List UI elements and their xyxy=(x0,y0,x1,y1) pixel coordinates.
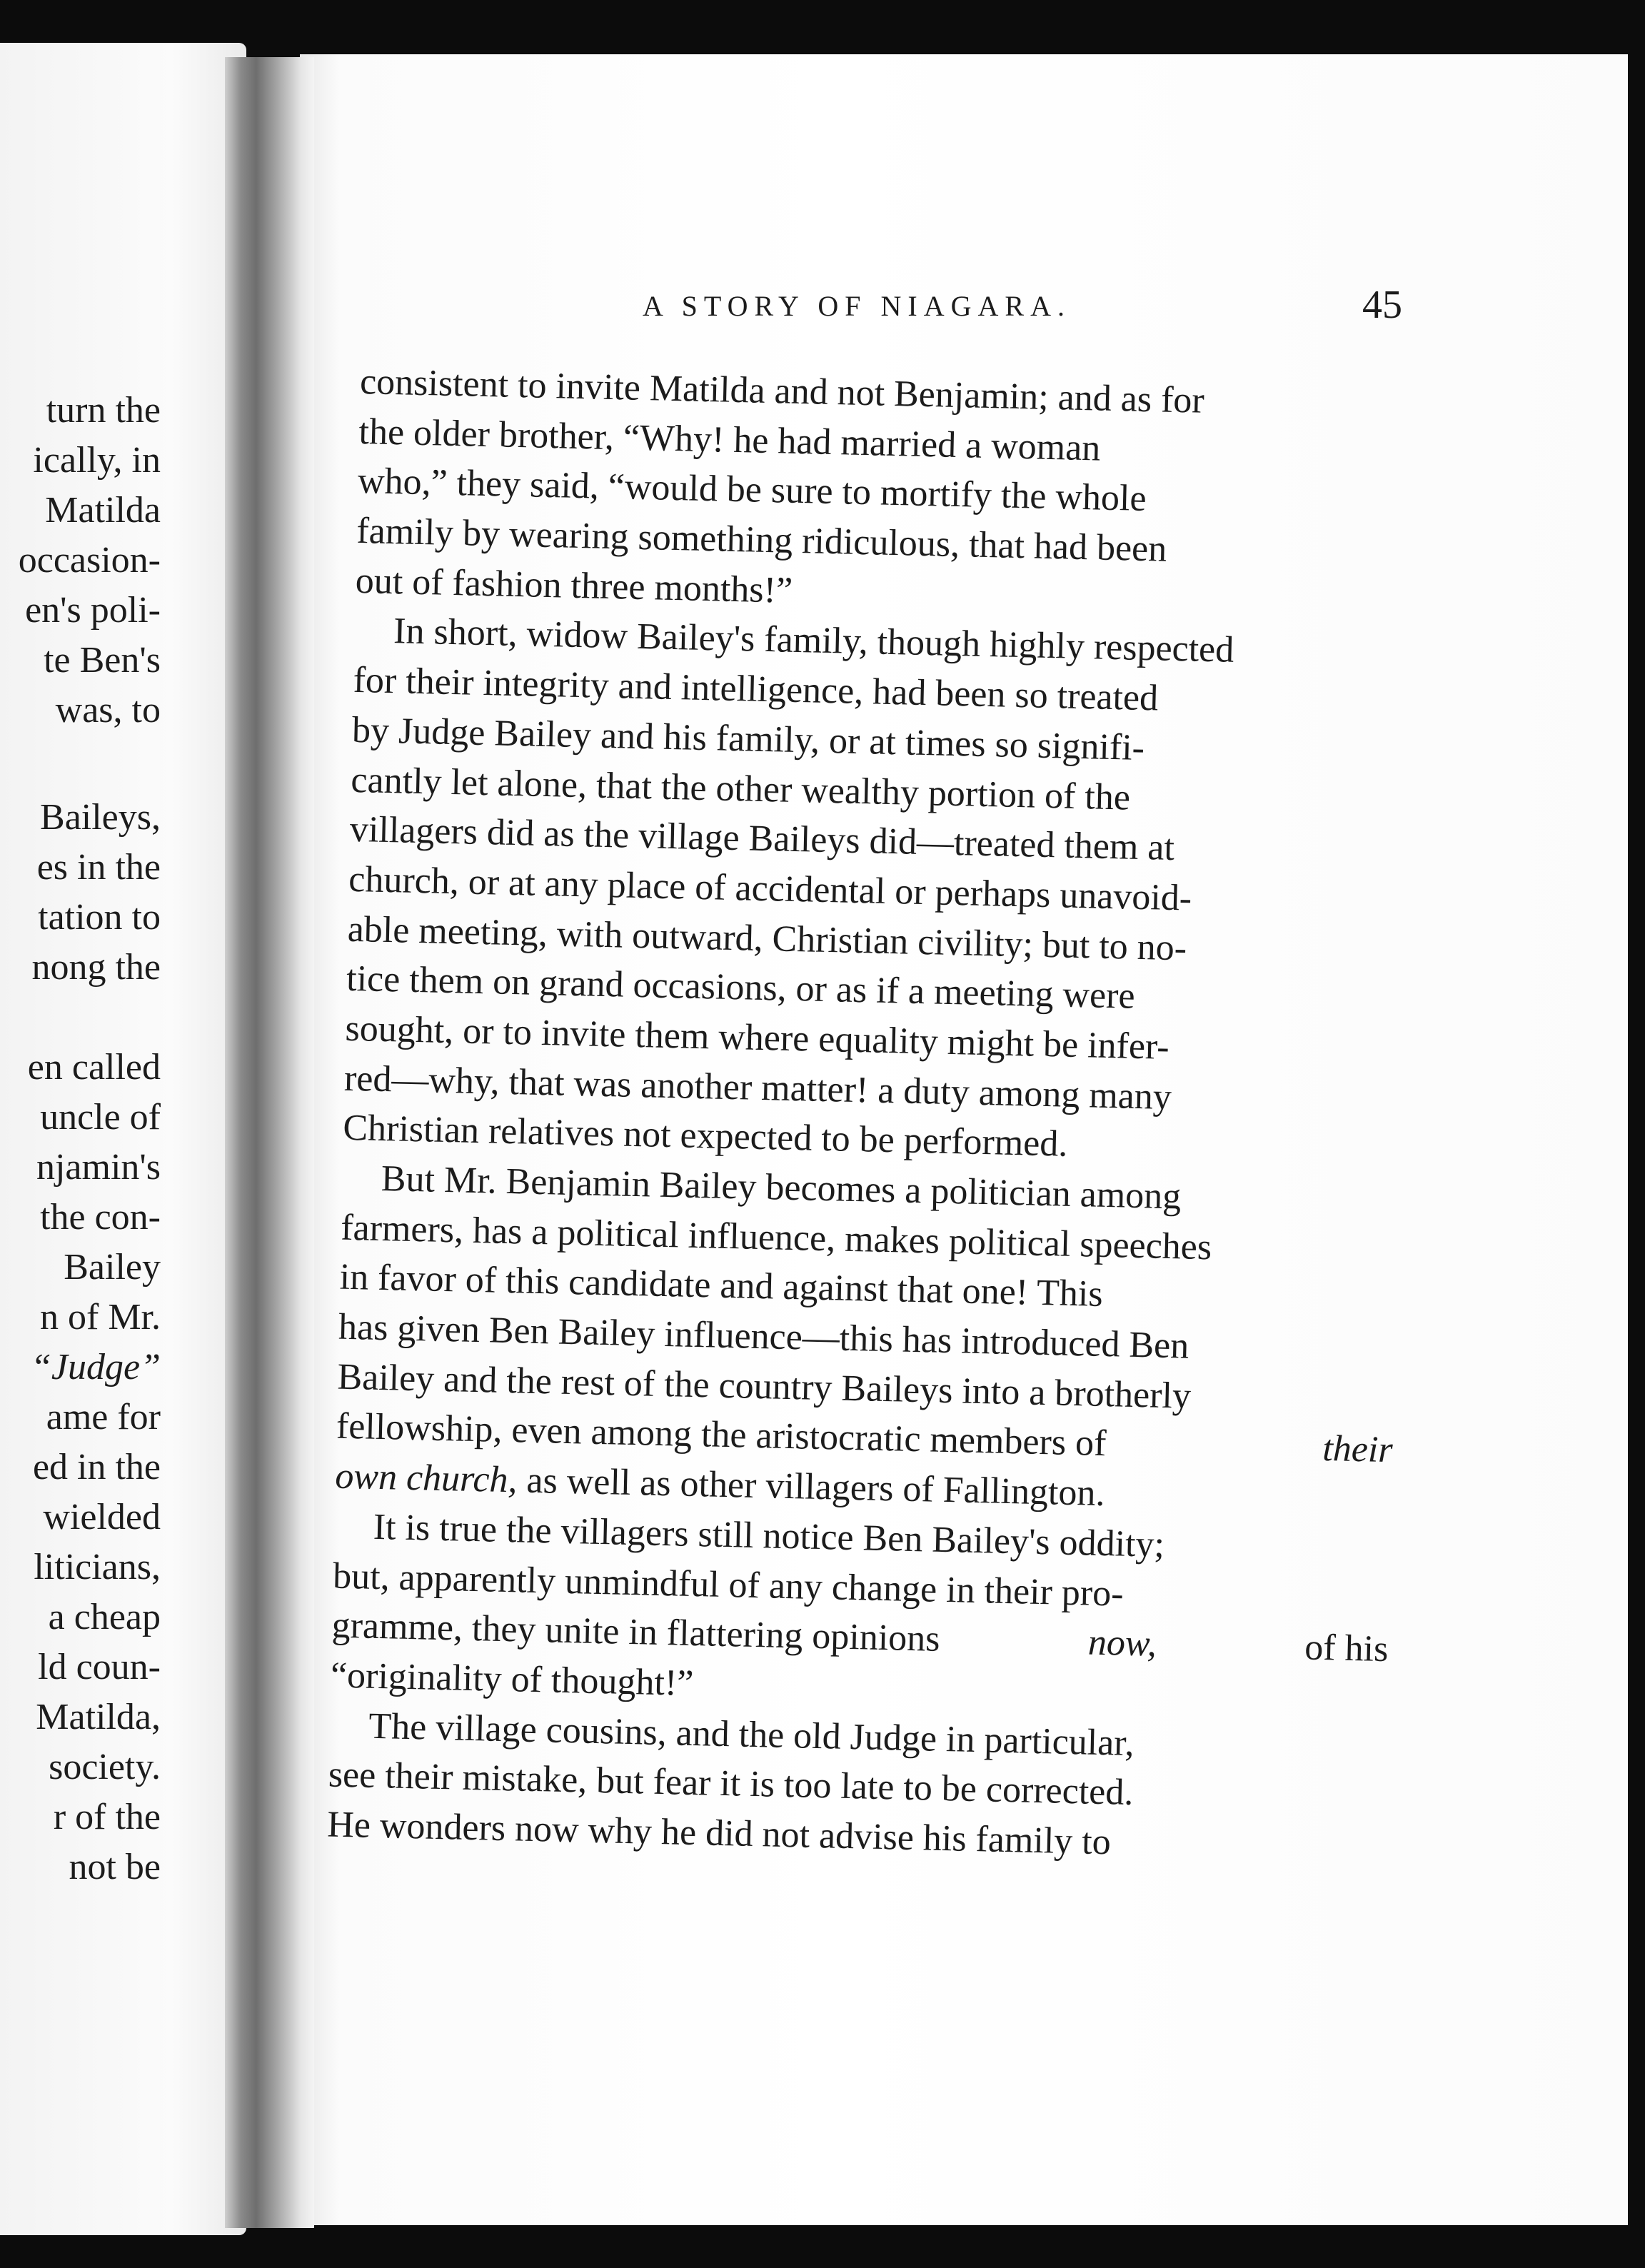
left-fragment: ically, in xyxy=(33,440,161,481)
left-fragment: nong the xyxy=(31,947,161,988)
text-line: “originality of thought!” xyxy=(330,1655,694,1704)
left-fragment: ed in the xyxy=(32,1447,161,1487)
text-line: in favor of this candidate and against that one! This xyxy=(339,1257,1104,1315)
text-line: who,” they said, “would be sure to mortify the whole xyxy=(357,461,1147,520)
text-line: church, or at any place of accidental or perhaps unavoid- xyxy=(348,858,1192,919)
left-fragment: Matilda xyxy=(45,490,161,531)
left-fragment: wielded xyxy=(43,1497,161,1537)
left-fragment: liticians, xyxy=(34,1547,161,1587)
text-run: fellowship, even among the aristocratic members of xyxy=(336,1406,1107,1465)
text-line: tice them on grand occasions, or as if a meeting were xyxy=(346,958,1136,1018)
left-fragment: occasion- xyxy=(18,540,161,581)
body-text xyxy=(327,357,1417,1874)
text-line: for their integrity and intelligence, had been so treated xyxy=(353,660,1159,719)
text-line: able meeting, with outward, Christian civility; but to no- xyxy=(347,908,1187,969)
text-line: cantly let alone, that the other wealthy portion of the xyxy=(350,759,1131,818)
left-fragment: r of the xyxy=(53,1797,161,1837)
text-line: But Mr. Benjamin Bailey becomes a politician among xyxy=(381,1158,1182,1218)
left-fragment: te Ben's xyxy=(44,640,161,681)
text-line: The village cousins, and the old Judge in particular, xyxy=(368,1705,1135,1764)
left-fragment: tation to xyxy=(38,897,161,938)
left-fragment: a cheap xyxy=(48,1597,161,1637)
left-fragment: n of Mr. xyxy=(40,1297,161,1338)
left-fragment: en's poli- xyxy=(25,590,161,631)
left-fragment: njamin's xyxy=(36,1147,161,1188)
left-fragment: society. xyxy=(49,1747,161,1787)
text-line: Bailey and the rest of the country Baileys into a brotherly xyxy=(336,1356,1192,1417)
left-fragment: ame for xyxy=(46,1397,161,1437)
left-fragment: es in the xyxy=(36,847,161,888)
text-run: gramme, they unite in flattering opinions xyxy=(331,1605,941,1660)
text-line: has given Ben Bailey influence—this has introduced Ben xyxy=(338,1306,1189,1367)
page-number: 45 xyxy=(1362,283,1402,327)
running-head: A STORY OF NIAGARA. xyxy=(643,290,1071,322)
left-fragment: the con- xyxy=(40,1197,161,1238)
text-line: the older brother, “Why! he had married a woman xyxy=(358,411,1101,469)
italic-run: own church, xyxy=(334,1455,518,1501)
left-fragment: not be xyxy=(69,1847,161,1887)
italic-run: now, xyxy=(1087,1622,1157,1665)
left-fragment: was, to xyxy=(55,690,161,731)
text-line: by Judge Bailey and his family, or at times so signifi- xyxy=(351,709,1145,768)
left-fragment: Matilda, xyxy=(36,1697,161,1737)
text-line: He wonders now why he did not advise his family to xyxy=(326,1804,1112,1863)
left-fragment: ld coun- xyxy=(38,1647,161,1687)
text-line: out of fashion three months!” xyxy=(355,560,793,611)
left-fragment: “Judge” xyxy=(31,1347,161,1388)
text-line: consistent to invite Matilda and not Benjamin; and as for xyxy=(359,361,1205,421)
text-line: but, apparently unmindful of any change in their pro- xyxy=(332,1555,1125,1615)
italic-run: their xyxy=(1322,1428,1394,1471)
text-run: as well as other villagers of Fallington. xyxy=(525,1460,1106,1515)
left-fragment: en called xyxy=(27,1047,161,1088)
text-line: In short, widow Bailey's family, though highly respected xyxy=(393,611,1234,671)
text-line: family by wearing something ridiculous, that had been xyxy=(356,511,1167,570)
text-line: It is true the villagers still notice Ben Bailey's oddity; xyxy=(373,1506,1165,1565)
text-line: red—why, that was another matter! a duty among many xyxy=(343,1058,1172,1118)
text-run: of his xyxy=(1304,1627,1389,1670)
text-line: villagers did as the village Baileys did—treated them at xyxy=(349,809,1175,869)
facing-page-left xyxy=(0,43,246,2235)
text-line: see their mistake, but fear it is too late to be corrected. xyxy=(328,1754,1134,1814)
book-gutter xyxy=(225,57,314,2228)
text-line: sought, or to invite them where equality might be infer- xyxy=(345,1008,1170,1068)
left-fragment: Baileys, xyxy=(40,797,161,838)
left-fragment: uncle of xyxy=(40,1097,161,1138)
left-fragment: turn the xyxy=(46,390,161,431)
text-line: farmers, has a political influence, makes political speeches xyxy=(340,1207,1212,1268)
text-line: Christian relatives not expected to be performed. xyxy=(342,1108,1068,1165)
left-fragment: Bailey xyxy=(64,1247,161,1288)
